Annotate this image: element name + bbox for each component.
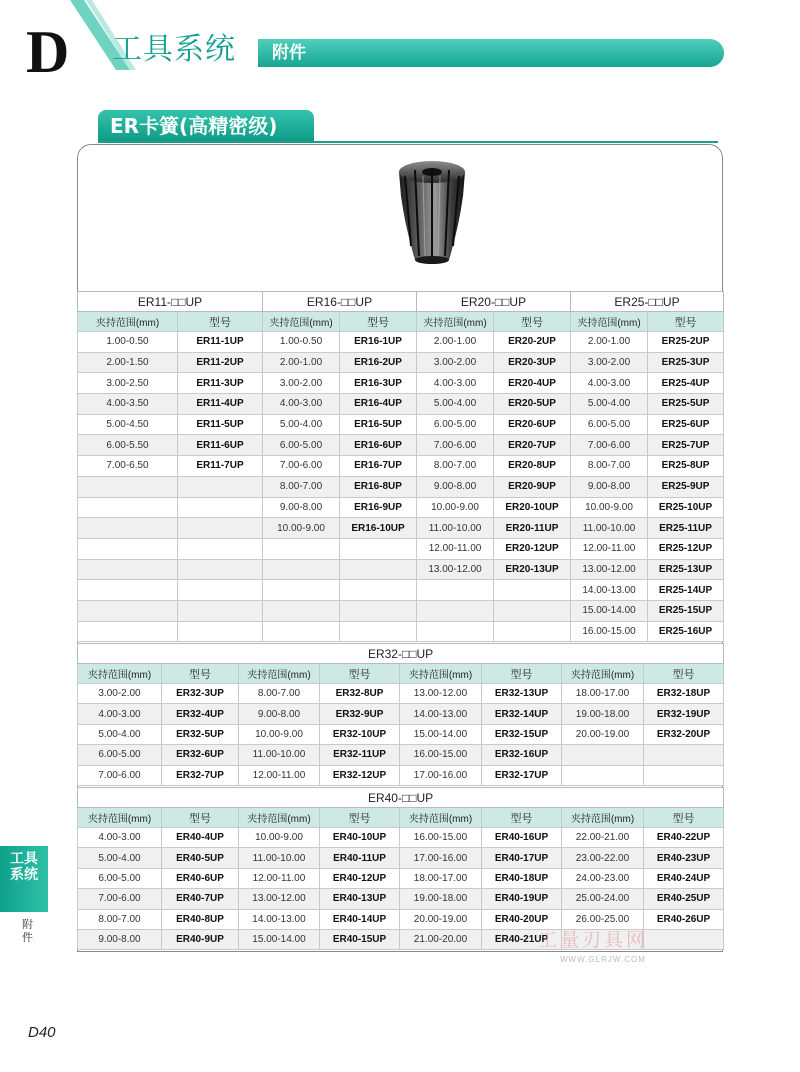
- range-cell: 10.00-9.00: [239, 828, 320, 848]
- table-row: [78, 765, 724, 785]
- model-cell: ER32-16UP: [482, 745, 562, 765]
- model-cell: ER25-14UP: [648, 580, 724, 601]
- model-cell: ER16-6UP: [340, 435, 417, 456]
- col-header-model: 型号: [644, 808, 724, 828]
- model-cell: ER11-3UP: [178, 373, 263, 394]
- model-cell: [340, 559, 417, 580]
- range-cell: 17.00-16.00: [400, 765, 482, 785]
- col-header-model: 型号: [644, 664, 724, 684]
- model-cell: ER32-20UP: [644, 724, 724, 744]
- range-cell: [562, 765, 644, 785]
- table-row: [78, 538, 724, 559]
- range-cell: 2.00-1.00: [571, 332, 648, 353]
- range-cell: 5.00-4.00: [78, 724, 162, 744]
- col-header-range: 夹持范围(mm): [78, 312, 178, 332]
- model-cell: ER16-2UP: [340, 352, 417, 373]
- watermark-text: 工量刃具网: [538, 929, 649, 951]
- range-cell: 7.00-6.00: [263, 456, 340, 477]
- group-header-er16: ER16-□□UP: [263, 292, 417, 312]
- range-cell: 21.00-20.00: [400, 929, 482, 949]
- model-cell: ER40-11UP: [320, 848, 400, 868]
- model-cell: ER25-3UP: [648, 352, 724, 373]
- model-cell: [494, 621, 571, 642]
- model-cell: ER32-15UP: [482, 724, 562, 744]
- section-title: ER卡簧(高精密级): [98, 110, 314, 142]
- col-header-range: 夹持范围(mm): [562, 808, 644, 828]
- model-cell: [178, 518, 263, 539]
- table-row: [78, 868, 724, 888]
- model-cell: ER25-6UP: [648, 414, 724, 435]
- table-row: [78, 414, 724, 435]
- model-cell: ER40-15UP: [320, 929, 400, 949]
- model-cell: ER20-10UP: [494, 497, 571, 518]
- model-cell: ER16-8UP: [340, 476, 417, 497]
- range-cell: 16.00-15.00: [400, 828, 482, 848]
- range-cell: 26.00-25.00: [562, 909, 644, 929]
- model-cell: ER16-9UP: [340, 497, 417, 518]
- table-row: [78, 745, 724, 765]
- model-cell: ER32-4UP: [162, 704, 239, 724]
- model-cell: [644, 745, 724, 765]
- range-cell: 11.00-10.00: [571, 518, 648, 539]
- range-cell: 1.00-0.50: [263, 332, 340, 353]
- col-header-model: 型号: [162, 664, 239, 684]
- model-cell: ER25-8UP: [648, 456, 724, 477]
- model-cell: ER40-23UP: [644, 848, 724, 868]
- model-cell: ER40-13UP: [320, 889, 400, 909]
- col-header-model: 型号: [494, 312, 571, 332]
- chapter-title: 工具系统: [112, 32, 236, 67]
- range-cell: 14.00-13.00: [400, 704, 482, 724]
- model-cell: [340, 580, 417, 601]
- group-header-er32: ER32-□□UP: [78, 644, 724, 664]
- range-cell: 5.00-4.00: [417, 394, 494, 415]
- model-cell: ER20-13UP: [494, 559, 571, 580]
- model-cell: ER40-4UP: [162, 828, 239, 848]
- table-row: [78, 828, 724, 848]
- range-cell: 10.00-9.00: [239, 724, 320, 744]
- model-cell: ER40-5UP: [162, 848, 239, 868]
- range-cell: [263, 559, 340, 580]
- range-cell: 6.00-5.00: [78, 868, 162, 888]
- range-cell: [78, 476, 178, 497]
- table-row: [78, 332, 724, 353]
- table-row: [78, 600, 724, 621]
- table-row: [78, 559, 724, 580]
- model-cell: ER25-5UP: [648, 394, 724, 415]
- range-cell: [78, 559, 178, 580]
- col-header-model: 型号: [482, 664, 562, 684]
- range-cell: 6.00-5.00: [417, 414, 494, 435]
- range-cell: 12.00-11.00: [417, 538, 494, 559]
- model-cell: ER16-5UP: [340, 414, 417, 435]
- range-cell: 6.00-5.00: [571, 414, 648, 435]
- col-header-range: 夹持范围(mm): [571, 312, 648, 332]
- model-cell: ER11-2UP: [178, 352, 263, 373]
- model-cell: ER40-16UP: [482, 828, 562, 848]
- model-cell: ER32-3UP: [162, 684, 239, 704]
- model-cell: ER11-6UP: [178, 435, 263, 456]
- range-cell: 25.00-24.00: [562, 889, 644, 909]
- col-header-model: 型号: [648, 312, 724, 332]
- range-cell: 23.00-22.00: [562, 848, 644, 868]
- model-cell: ER25-9UP: [648, 476, 724, 497]
- model-cell: ER40-24UP: [644, 868, 724, 888]
- table-row: [78, 580, 724, 601]
- model-cell: ER25-11UP: [648, 518, 724, 539]
- model-cell: [178, 600, 263, 621]
- range-cell: [417, 621, 494, 642]
- model-cell: ER32-5UP: [162, 724, 239, 744]
- col-header-range: 夹持范围(mm): [239, 664, 320, 684]
- range-cell: [78, 538, 178, 559]
- model-cell: ER40-7UP: [162, 889, 239, 909]
- range-cell: 7.00-6.00: [78, 889, 162, 909]
- table-row: [78, 621, 724, 642]
- col-header-range: 夹持范围(mm): [562, 664, 644, 684]
- range-cell: 5.00-4.50: [78, 414, 178, 435]
- range-cell: 3.00-2.50: [78, 373, 178, 394]
- range-cell: 5.00-4.00: [263, 414, 340, 435]
- col-header-range: 夹持范围(mm): [78, 808, 162, 828]
- range-cell: 13.00-12.00: [571, 559, 648, 580]
- range-cell: 13.00-12.00: [400, 684, 482, 704]
- range-cell: 9.00-8.00: [239, 704, 320, 724]
- range-cell: 18.00-17.00: [562, 684, 644, 704]
- model-cell: ER32-12UP: [320, 765, 400, 785]
- model-cell: ER25-4UP: [648, 373, 724, 394]
- model-cell: [340, 538, 417, 559]
- range-cell: 2.00-1.00: [417, 332, 494, 353]
- table-row: [78, 476, 724, 497]
- range-cell: 19.00-18.00: [562, 704, 644, 724]
- model-cell: ER16-7UP: [340, 456, 417, 477]
- range-cell: [263, 600, 340, 621]
- model-cell: ER40-18UP: [482, 868, 562, 888]
- model-cell: ER20-4UP: [494, 373, 571, 394]
- model-cell: ER25-10UP: [648, 497, 724, 518]
- table-row: [78, 435, 724, 456]
- range-cell: 4.00-3.00: [78, 828, 162, 848]
- range-cell: 11.00-10.00: [239, 745, 320, 765]
- table-row: [78, 497, 724, 518]
- range-cell: 7.00-6.50: [78, 456, 178, 477]
- range-cell: 5.00-4.00: [78, 848, 162, 868]
- range-cell: 17.00-16.00: [400, 848, 482, 868]
- range-cell: 8.00-7.00: [417, 456, 494, 477]
- range-cell: 12.00-11.00: [239, 765, 320, 785]
- range-cell: [263, 580, 340, 601]
- range-cell: [78, 497, 178, 518]
- model-cell: ER20-2UP: [494, 332, 571, 353]
- er-collet-image: [393, 156, 471, 270]
- range-cell: 4.00-3.00: [417, 373, 494, 394]
- model-cell: ER32-7UP: [162, 765, 239, 785]
- model-cell: ER32-11UP: [320, 745, 400, 765]
- range-cell: 20.00-19.00: [400, 909, 482, 929]
- col-header-range: 夹持范围(mm): [417, 312, 494, 332]
- model-cell: ER32-18UP: [644, 684, 724, 704]
- range-cell: 3.00-2.00: [263, 373, 340, 394]
- range-cell: 5.00-4.00: [571, 394, 648, 415]
- model-cell: ER16-1UP: [340, 332, 417, 353]
- model-cell: ER11-5UP: [178, 414, 263, 435]
- range-cell: 20.00-19.00: [562, 724, 644, 744]
- chapter-side-tab: [0, 846, 48, 912]
- side-tab-line1: 工具: [10, 851, 38, 867]
- model-cell: ER32-14UP: [482, 704, 562, 724]
- header-bar: [258, 39, 724, 67]
- model-cell: [340, 600, 417, 621]
- range-cell: 12.00-11.00: [571, 538, 648, 559]
- model-cell: ER32-10UP: [320, 724, 400, 744]
- range-cell: 16.00-15.00: [571, 621, 648, 642]
- model-cell: [494, 600, 571, 621]
- range-cell: [78, 518, 178, 539]
- side-tab-line2: 系统: [10, 867, 38, 883]
- model-cell: [644, 765, 724, 785]
- col-header-range: 夹持范围(mm): [263, 312, 340, 332]
- range-cell: 14.00-13.00: [571, 580, 648, 601]
- col-header-model: 型号: [340, 312, 417, 332]
- range-cell: 1.00-0.50: [78, 332, 178, 353]
- model-cell: ER32-17UP: [482, 765, 562, 785]
- model-cell: ER40-25UP: [644, 889, 724, 909]
- range-cell: 8.00-7.00: [239, 684, 320, 704]
- range-cell: 8.00-7.00: [263, 476, 340, 497]
- table-row: [78, 518, 724, 539]
- group-header-er25: ER25-□□UP: [571, 292, 724, 312]
- model-cell: ER32-13UP: [482, 684, 562, 704]
- range-cell: 4.00-3.50: [78, 394, 178, 415]
- model-cell: ER20-3UP: [494, 352, 571, 373]
- range-cell: 4.00-3.00: [78, 704, 162, 724]
- range-cell: 12.00-11.00: [239, 868, 320, 888]
- range-cell: 19.00-18.00: [400, 889, 482, 909]
- group-header-er40: ER40-□□UP: [78, 788, 724, 808]
- model-cell: ER25-12UP: [648, 538, 724, 559]
- model-cell: ER16-4UP: [340, 394, 417, 415]
- range-cell: 7.00-6.00: [417, 435, 494, 456]
- model-cell: ER20-8UP: [494, 456, 571, 477]
- model-cell: ER32-9UP: [320, 704, 400, 724]
- range-cell: 24.00-23.00: [562, 868, 644, 888]
- range-cell: 3.00-2.00: [78, 684, 162, 704]
- range-cell: 8.00-7.00: [78, 909, 162, 929]
- section-rule: [98, 141, 718, 143]
- range-cell: 9.00-8.00: [263, 497, 340, 518]
- table-row: [78, 456, 724, 477]
- col-header-range: 夹持范围(mm): [78, 664, 162, 684]
- table-row: [78, 684, 724, 704]
- col-header-range: 夹持范围(mm): [239, 808, 320, 828]
- model-cell: ER40-14UP: [320, 909, 400, 929]
- model-cell: [178, 538, 263, 559]
- range-cell: 9.00-8.00: [417, 476, 494, 497]
- model-cell: ER16-10UP: [340, 518, 417, 539]
- model-cell: ER20-11UP: [494, 518, 571, 539]
- model-cell: ER40-6UP: [162, 868, 239, 888]
- group-header-er11: ER11-□□UP: [78, 292, 263, 312]
- col-header-model: 型号: [162, 808, 239, 828]
- table-row: [78, 724, 724, 744]
- col-header-model: 型号: [178, 312, 263, 332]
- range-cell: 3.00-2.00: [571, 352, 648, 373]
- group-header-er20: ER20-□□UP: [417, 292, 571, 312]
- range-cell: 16.00-15.00: [400, 745, 482, 765]
- model-cell: ER40-20UP: [482, 909, 562, 929]
- table-row: [78, 704, 724, 724]
- col-header-range: 夹持范围(mm): [400, 808, 482, 828]
- range-cell: 3.00-2.00: [417, 352, 494, 373]
- model-cell: ER40-17UP: [482, 848, 562, 868]
- col-header-model: 型号: [482, 808, 562, 828]
- chapter-subtitle: 附件: [272, 43, 306, 63]
- range-cell: [263, 538, 340, 559]
- range-cell: 4.00-3.00: [571, 373, 648, 394]
- range-cell: 6.00-5.00: [263, 435, 340, 456]
- model-cell: ER32-19UP: [644, 704, 724, 724]
- model-cell: [178, 580, 263, 601]
- model-cell: ER16-3UP: [340, 373, 417, 394]
- range-cell: [417, 580, 494, 601]
- model-cell: ER20-7UP: [494, 435, 571, 456]
- model-cell: [340, 621, 417, 642]
- range-cell: 11.00-10.00: [417, 518, 494, 539]
- range-cell: 10.00-9.00: [263, 518, 340, 539]
- range-cell: 18.00-17.00: [400, 868, 482, 888]
- model-cell: ER25-2UP: [648, 332, 724, 353]
- model-cell: ER40-9UP: [162, 929, 239, 949]
- model-cell: ER20-12UP: [494, 538, 571, 559]
- range-cell: 15.00-14.00: [239, 929, 320, 949]
- model-cell: ER40-12UP: [320, 868, 400, 888]
- model-cell: ER11-4UP: [178, 394, 263, 415]
- range-cell: 2.00-1.00: [263, 352, 340, 373]
- chapter-letter: D: [26, 19, 70, 85]
- side-tab-subtitle: 附件: [22, 918, 33, 944]
- model-cell: [178, 476, 263, 497]
- range-cell: 13.00-12.00: [417, 559, 494, 580]
- range-cell: 10.00-9.00: [417, 497, 494, 518]
- range-cell: [78, 600, 178, 621]
- model-cell: ER20-5UP: [494, 394, 571, 415]
- model-cell: ER11-1UP: [178, 332, 263, 353]
- table-row: [78, 373, 724, 394]
- model-cell: [178, 559, 263, 580]
- range-cell: 10.00-9.00: [571, 497, 648, 518]
- table-row: [78, 889, 724, 909]
- range-cell: 6.00-5.50: [78, 435, 178, 456]
- model-cell: ER25-7UP: [648, 435, 724, 456]
- range-cell: 15.00-14.00: [400, 724, 482, 744]
- model-cell: ER32-6UP: [162, 745, 239, 765]
- range-cell: 13.00-12.00: [239, 889, 320, 909]
- range-cell: 8.00-7.00: [571, 456, 648, 477]
- model-cell: [644, 929, 724, 949]
- table-row: [78, 352, 724, 373]
- model-cell: ER25-15UP: [648, 600, 724, 621]
- model-cell: ER40-26UP: [644, 909, 724, 929]
- range-cell: 7.00-6.00: [571, 435, 648, 456]
- range-cell: 9.00-8.00: [571, 476, 648, 497]
- model-cell: [178, 497, 263, 518]
- range-cell: 11.00-10.00: [239, 848, 320, 868]
- model-cell: ER32-8UP: [320, 684, 400, 704]
- col-header-range: 夹持范围(mm): [400, 664, 482, 684]
- range-cell: 22.00-21.00: [562, 828, 644, 848]
- model-cell: [494, 580, 571, 601]
- model-cell: ER40-22UP: [644, 828, 724, 848]
- range-cell: 6.00-5.00: [78, 745, 162, 765]
- model-cell: ER40-19UP: [482, 889, 562, 909]
- watermark-url: WWW.GLRJW.COM: [560, 955, 646, 964]
- model-cell: ER20-9UP: [494, 476, 571, 497]
- model-cell: ER11-7UP: [178, 456, 263, 477]
- table-er32: [77, 643, 724, 786]
- model-cell: ER25-16UP: [648, 621, 724, 642]
- table-er11-er25: [77, 291, 724, 642]
- range-cell: 7.00-6.00: [78, 765, 162, 785]
- range-cell: 4.00-3.00: [263, 394, 340, 415]
- range-cell: [78, 621, 178, 642]
- page-number: D40: [28, 1024, 56, 1041]
- range-cell: [562, 745, 644, 765]
- range-cell: [78, 580, 178, 601]
- table-row: [78, 394, 724, 415]
- model-cell: ER40-10UP: [320, 828, 400, 848]
- col-header-model: 型号: [320, 808, 400, 828]
- model-cell: ER25-13UP: [648, 559, 724, 580]
- range-cell: [263, 621, 340, 642]
- model-cell: ER40-21UP: [482, 929, 562, 949]
- range-cell: 9.00-8.00: [78, 929, 162, 949]
- range-cell: 15.00-14.00: [571, 600, 648, 621]
- model-cell: ER20-6UP: [494, 414, 571, 435]
- range-cell: 2.00-1.50: [78, 352, 178, 373]
- table-row: [78, 848, 724, 868]
- model-cell: ER40-8UP: [162, 909, 239, 929]
- range-cell: 14.00-13.00: [239, 909, 320, 929]
- col-header-model: 型号: [320, 664, 400, 684]
- range-cell: [417, 600, 494, 621]
- model-cell: [178, 621, 263, 642]
